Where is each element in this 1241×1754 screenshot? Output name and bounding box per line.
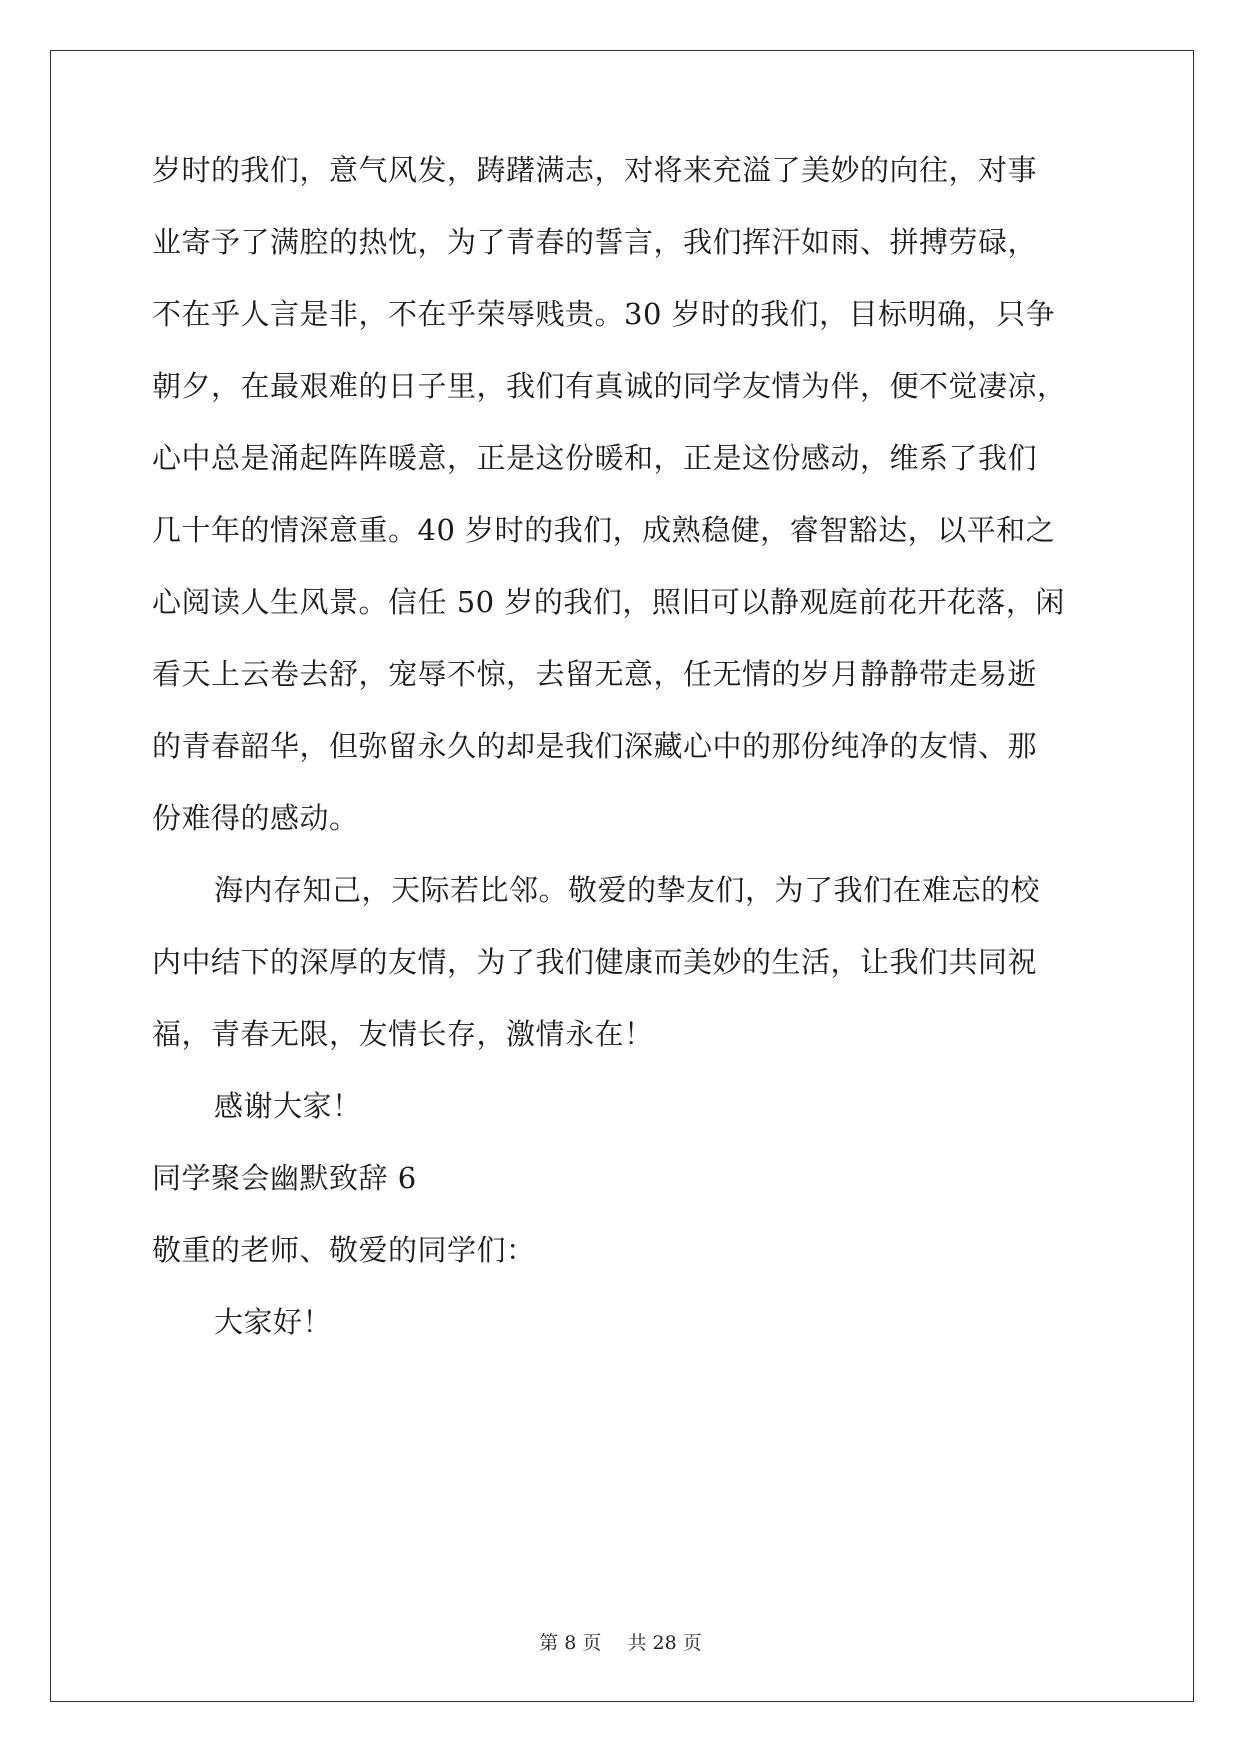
paragraph-line: 朝夕，在最艰难的日子里，我们有真诚的同学友情为伴，便不觉凄凉， (152, 369, 1067, 403)
paragraph-line: 海内存知己，天际若比邻。敬爱的挚友们，为了我们在难忘的校 (214, 873, 1041, 907)
paragraph-line: 看天上云卷去舒，宠辱不惊，去留无意，任无情的岁月静静带走易逝 (152, 657, 1038, 691)
section-heading: 同学聚会幽默致辞 6 (152, 1161, 417, 1195)
paragraph-line: 内中结下的深厚的友情，为了我们健康而美妙的生活，让我们共同祝 (152, 945, 1038, 979)
page-number: 第 8 页 (539, 1632, 602, 1654)
paragraph-line: 份难得的感动。 (152, 801, 359, 835)
closing-thanks: 感谢大家！ (214, 1089, 362, 1123)
salutation: 敬重的老师、敬爱的同学们： (152, 1233, 536, 1267)
page-total: 共 28 页 (627, 1632, 702, 1654)
paragraph-line: 不在乎人言是非，不在乎荣辱贱贵。30 岁时的我们，目标明确，只争 (152, 297, 1056, 331)
page-footer (0, 1628, 1241, 1655)
paragraph-line: 福，青春无限，友情长存，激情永在！ (152, 1017, 654, 1051)
greeting: 大家好！ (214, 1305, 333, 1339)
paragraph-line: 业寄予了满腔的热忱，为了青春的誓言，我们挥汗如雨、拼搏劳碌， (152, 225, 1038, 259)
paragraph-line: 几十年的情深意重。40 岁时的我们，成熟稳健，睿智豁达，以平和之 (152, 513, 1056, 547)
paragraph-line: 心中总是涌起阵阵暖意，正是这份暖和，正是这份感动，维系了我们 (152, 441, 1038, 475)
paragraph-line: 心阅读人生风景。信任 50 岁的我们，照旧可以静观庭前花开花落，闲 (152, 585, 1065, 619)
paragraph-line: 岁时的我们，意气风发，踌躇满志，对将来充溢了美妙的向往，对事 (152, 153, 1038, 187)
paragraph-line: 的青春韶华，但弥留永久的却是我们深藏心中的那份纯净的友情、那 (152, 729, 1038, 763)
